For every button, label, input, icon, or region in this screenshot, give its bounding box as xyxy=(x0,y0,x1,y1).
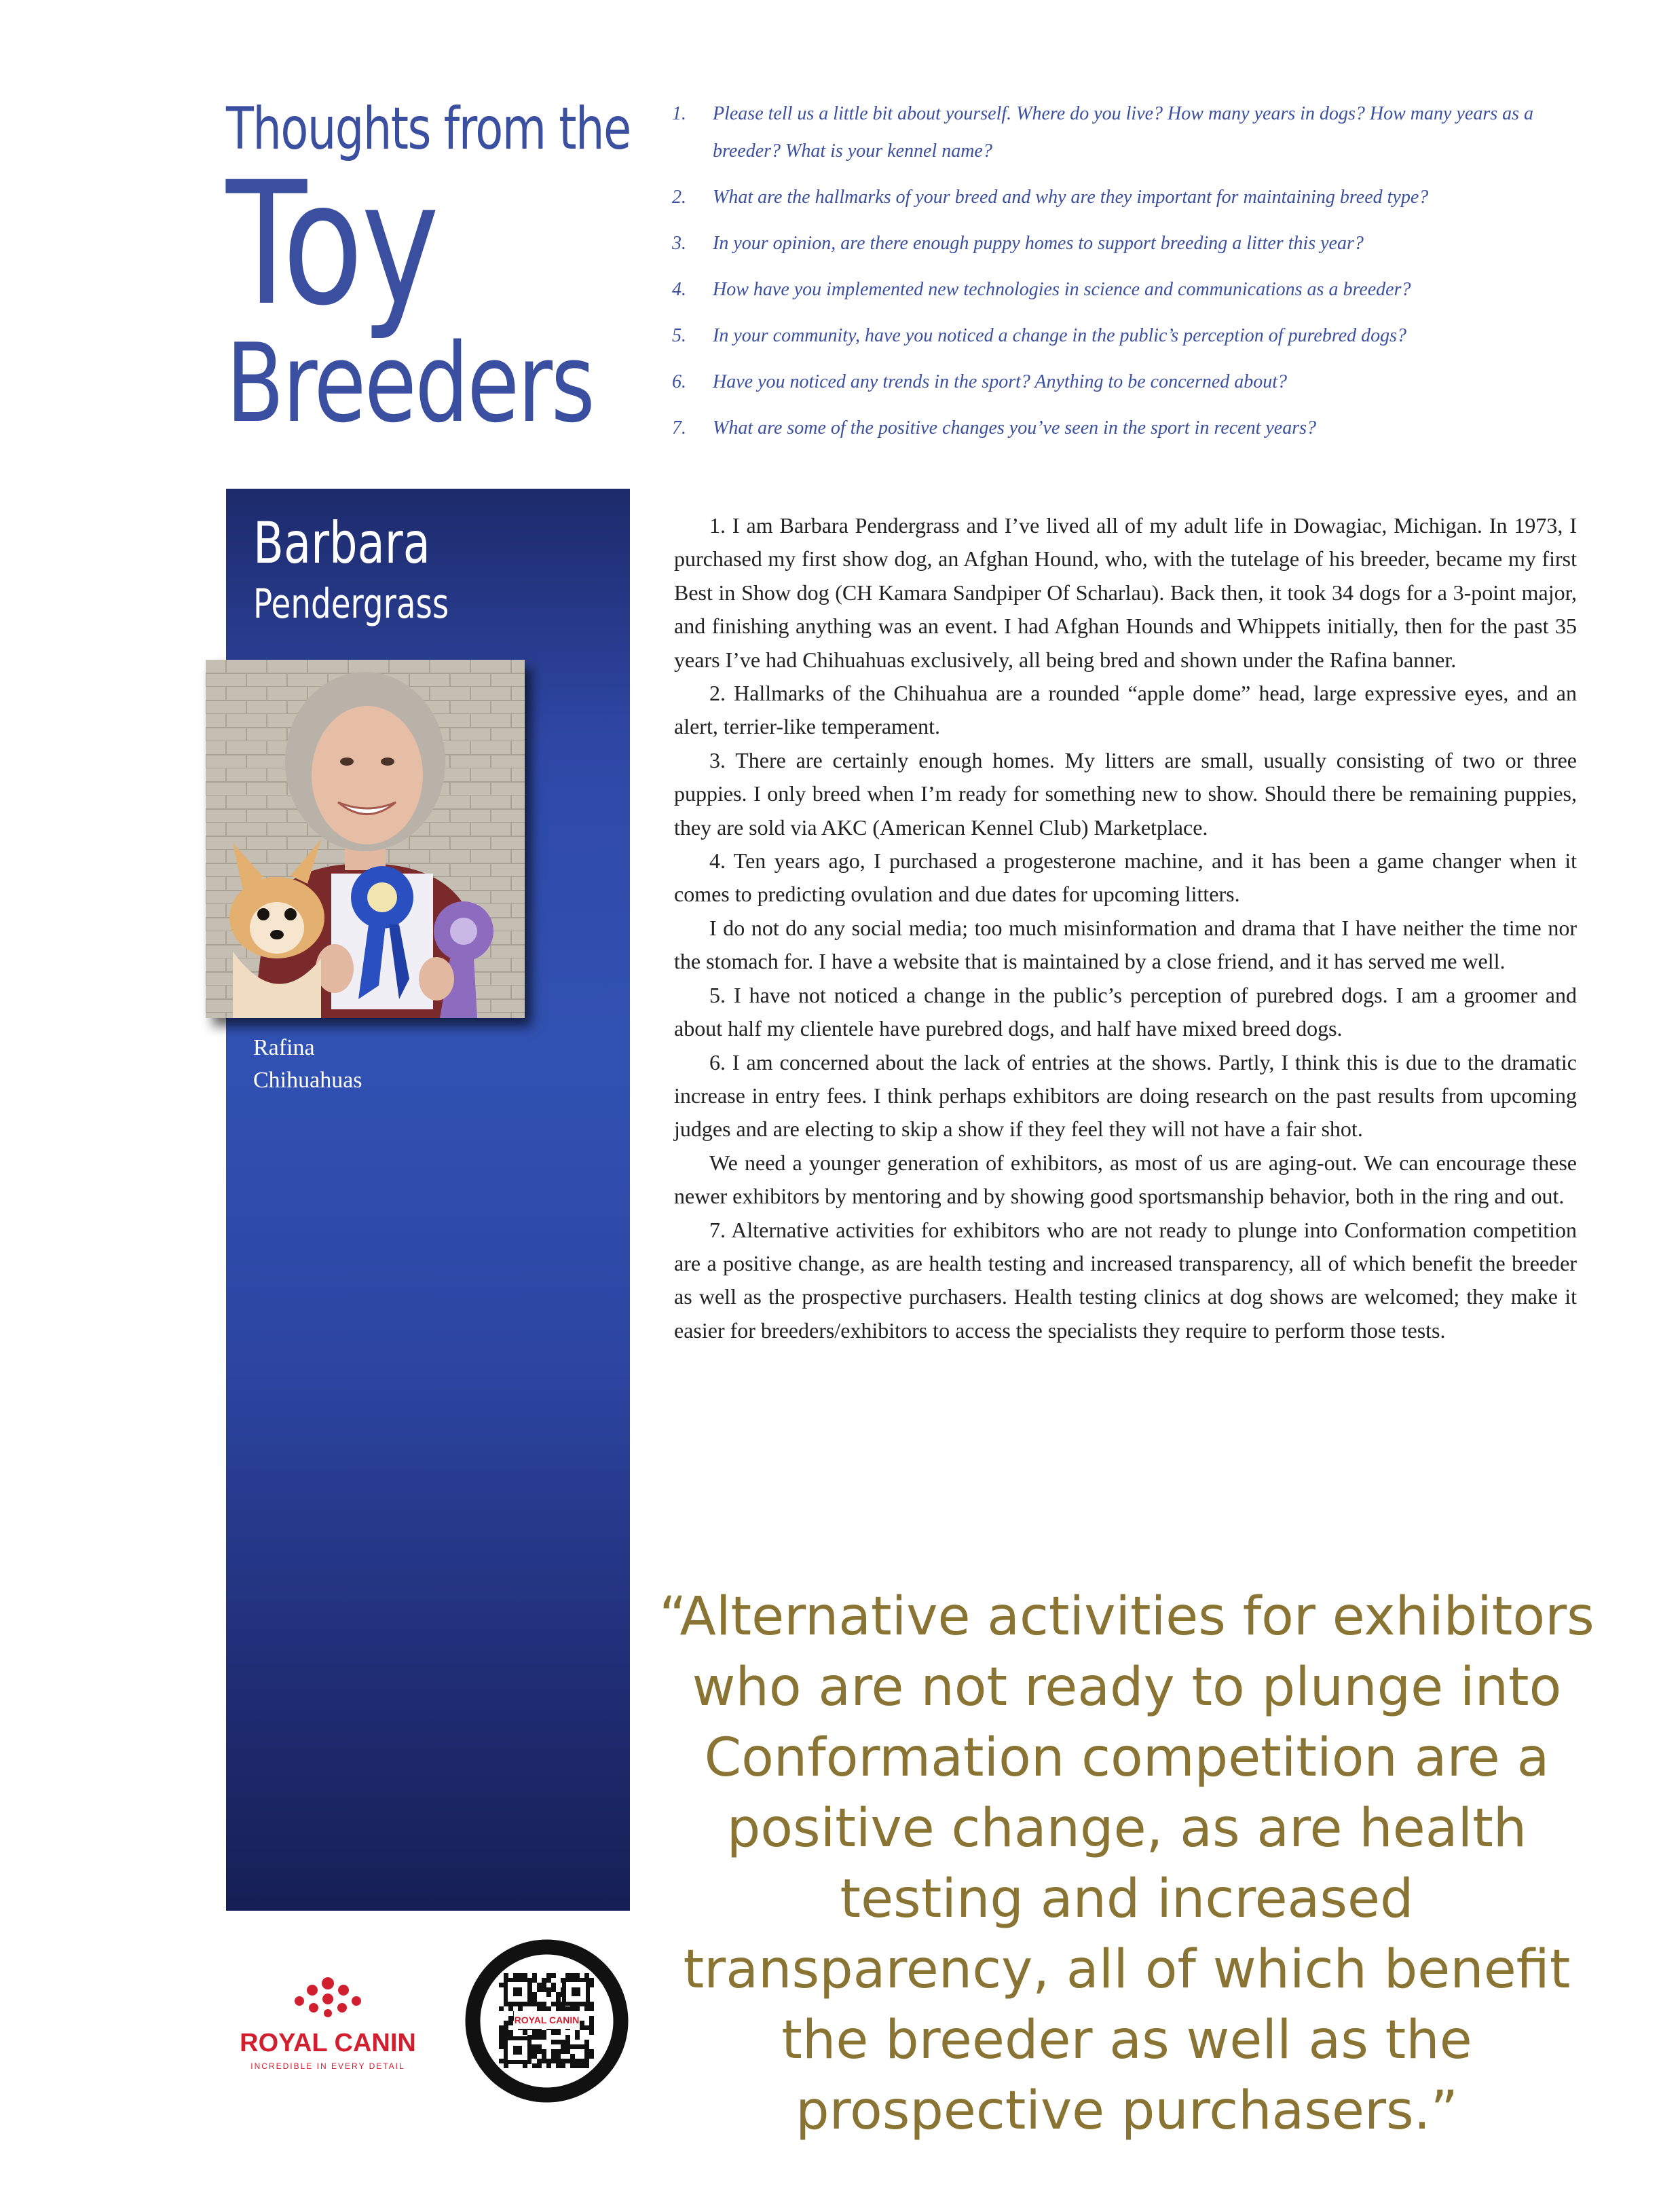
question-item xyxy=(672,363,1595,400)
question-number: 3. xyxy=(672,233,686,254)
question-item xyxy=(672,271,1595,308)
kennel-name-line-2: Chihuahuas xyxy=(253,1068,362,1093)
answer-paragraph: 7. Alternative activities for exhibitors who are not ready to plunge into Conformation competition are a positive change, as are health testing and increased transparency, all of which benefit the breeder as well as the prospective purchasers. Health testing clinics at dog shows are welcomed; they make it easier for breeders/exhibitors to access the specialists they require to perform those tests. xyxy=(674,1217,1577,1343)
question-item xyxy=(672,95,1595,170)
qr-code-label: ROYAL CANIN xyxy=(514,2015,580,2025)
question-item xyxy=(672,317,1595,354)
question-text: Have you noticed any trends in the sport? Anything to be concerned about? xyxy=(713,371,1288,392)
kennel-name xyxy=(253,1032,362,1097)
title-line-1: Thoughts from the xyxy=(226,95,631,163)
kennel-name-line-1: Rafina xyxy=(253,1035,315,1060)
breeder-photo-illustration xyxy=(206,660,525,1018)
answer-paragraph: 5. I have not noticed a change in the public’s perception of purebred dogs. I am a groomer and about half my clientele have purebred dogs, and half have mixed breed dogs. xyxy=(674,982,1577,1041)
royal-canin-tagline: INCREDIBLE IN EVERY DETAIL xyxy=(250,2061,405,2071)
question-number: 6. xyxy=(672,371,686,392)
title-line-3: Breeders xyxy=(226,320,594,447)
pull-quote: “Alternative activities for exhibitors who are not ready to plunge into Conformation competition are a positive change, as are health testing and increased transparency, all of which benefit the breeder as well as the prospective purchasers.” xyxy=(659,1586,1594,2141)
question-item xyxy=(672,409,1595,447)
title-line-2: Toy xyxy=(226,145,438,343)
answer-paragraph: 3. There are certainly enough homes. My litters are small, usually consisting of two or three puppies. I only breed when I’m ready for something new to show. Should there be remaining puppies, they are sold via AKC (American Kennel Club) Marketplace. xyxy=(674,747,1577,840)
answer-paragraph: 1. I am Barbara Pendergrass and I’ve lived all of my adult life in Dowagiac, Michigan. In 1973, I purchased my first show dog, an Afghan Hound, who, with the tutelage of his breeder, became my first Best in Show dog (CH Kamara Sandpiper Of Scharlau). Back then, it took 34 dogs for a 3-point major, and finishing anything was an event. I had Afghan Hounds and Whippets initially, then for the past 35 years I’ve had Chihuahuas exclusively, all being bred and shown under the Rafina banner. xyxy=(674,513,1577,672)
question-list xyxy=(672,95,1595,455)
royal-canin-logo xyxy=(226,1968,430,2077)
breeder-first-name: Barbara xyxy=(253,510,430,576)
question-text: In your opinion, are there enough puppy homes to support breeding a litter this year? xyxy=(713,233,1364,254)
question-text: In your community, have you noticed a change in the public’s perception of purebred dogs? xyxy=(713,325,1407,346)
question-text: How have you implemented new technologies in science and communications as a breeder? xyxy=(713,279,1411,300)
royal-canin-wordmark: ROYAL CANIN xyxy=(240,2029,416,2057)
answer-paragraph: 2. Hallmarks of the Chihuahua are a rounded “apple dome” head, large expressive eyes, and an alert, terrier-like temperament. xyxy=(674,681,1577,739)
question-number: 2. xyxy=(672,187,686,208)
answers-body xyxy=(674,509,1577,1347)
qr-code[interactable] xyxy=(464,1938,630,2104)
question-number: 1. xyxy=(672,103,686,124)
breeder-photo xyxy=(206,660,525,1018)
question-number: 7. xyxy=(672,417,686,438)
answer-paragraph: We need a younger generation of exhibitors, as most of us are aging-out. We can encourage these newer exhibitors by mentoring and by showing good sportsmanship behavior, both in the ring and out. xyxy=(674,1150,1577,1209)
page-title xyxy=(226,95,633,447)
question-number: 5. xyxy=(672,325,686,346)
breeder-last-name: Pendergrass xyxy=(253,580,449,628)
question-item xyxy=(672,179,1595,216)
question-item xyxy=(672,225,1595,262)
question-text: Please tell us a little bit about yourself. Where do you live? How many years in dogs? How many years as a breeder? What is your kennel name? xyxy=(713,103,1534,162)
question-text: What are some of the positive changes you’ve seen in the sport in recent years? xyxy=(713,417,1317,438)
answer-paragraph: 4. Ten years ago, I purchased a progesterone machine, and it has been a game changer when it comes to predicting ovulation and due dates for upcoming litters. xyxy=(674,848,1577,907)
breeder-sidebar xyxy=(226,489,630,1911)
question-number: 4. xyxy=(672,279,686,300)
question-text: What are the hallmarks of your breed and why are they important for maintaining breed type? xyxy=(713,187,1429,208)
answer-paragraph: 6. I am concerned about the lack of entries at the shows. Partly, I think this is due to the dramatic increase in entry fees. I think perhaps exhibitors are doing research on the past results from upcoming judges and are electing to skip a show if they feel they will not have a fair shot. xyxy=(674,1049,1577,1142)
crown-icon xyxy=(295,1977,361,2017)
answer-paragraph: I do not do any social media; too much misinformation and drama that I have neither the time nor the stomach for. I have a website that is maintained by a close friend, and it has served me well. xyxy=(674,915,1577,974)
